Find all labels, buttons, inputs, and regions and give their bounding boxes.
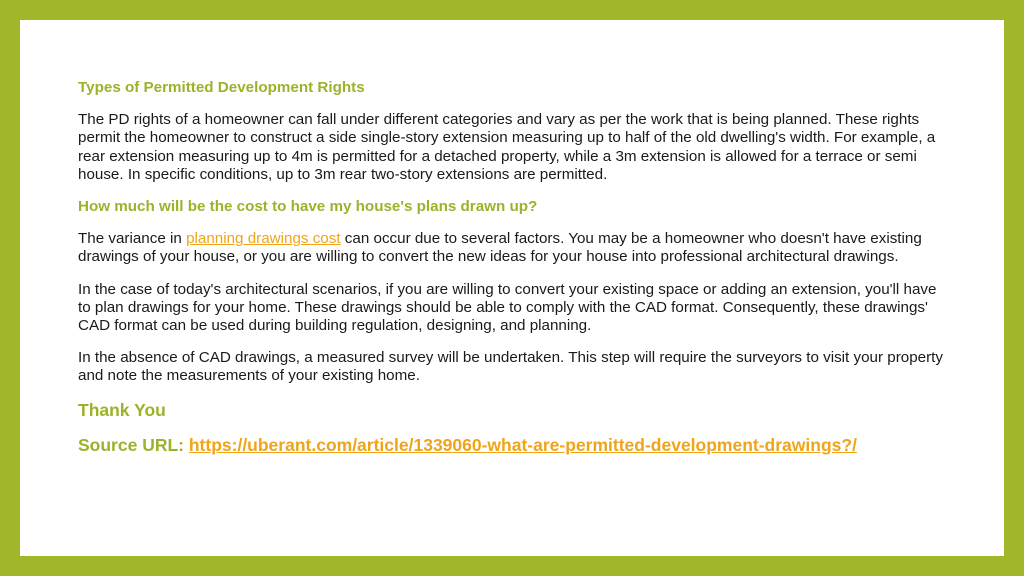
heading-permitted-rights: Types of Permitted Development Rights: [78, 79, 365, 96]
slide: [20, 20, 1004, 556]
paragraph-cad-format: In the case of today's architectural scenarios, if you are willing to convert your existing space or adding an extension, you'll have to plan drawings for your home. These drawings should be able to comply with the CAD format. Consequently, these drawings' CAD format can be used during building regulation, designing, and planning.: [78, 280, 937, 335]
source-url-label: Source URL:: [78, 434, 189, 455]
paragraph-measured-survey: In the absence of CAD drawings, a measured survey will be undertaken. This step will require the surveyors to visit your property and note the measurements of your existing home.: [78, 349, 943, 385]
paragraph-pd-rights: The PD rights of a homeowner can fall under different categories and vary as per the work that is being planned. These rights permit the homeowner to construct a side single-story extension measuring up to half of the old dwelling's width. For example, a rear extension measuring up to 4m is permitted for a detached property, while a 3m extension is allowed for a terrace or semi house. In specific conditions, up to 3m rear two-story extensions are permitted.: [78, 111, 936, 183]
thank-you-text: Thank You: [78, 399, 166, 420]
planning-drawings-cost-link[interactable]: planning drawings cost: [186, 230, 341, 248]
variance-text-after: can occur due to several factors. You may be a homeowner who doesn't have existing drawings of your house, or you are willing to convert the new ideas for your house into professional architectural drawings.: [78, 230, 922, 266]
source-url-link[interactable]: https://uberant.com/article/1339060-what-are-permitted-development-drawings?/: [188, 434, 857, 455]
variance-text-before: The variance in: [78, 230, 187, 248]
heading-cost: How much will be the cost to have my house's plans drawn up?: [78, 198, 538, 216]
slide-content: [78, 79, 950, 455]
paragraph-variance: [78, 230, 950, 266]
source-url-line: [78, 435, 950, 455]
